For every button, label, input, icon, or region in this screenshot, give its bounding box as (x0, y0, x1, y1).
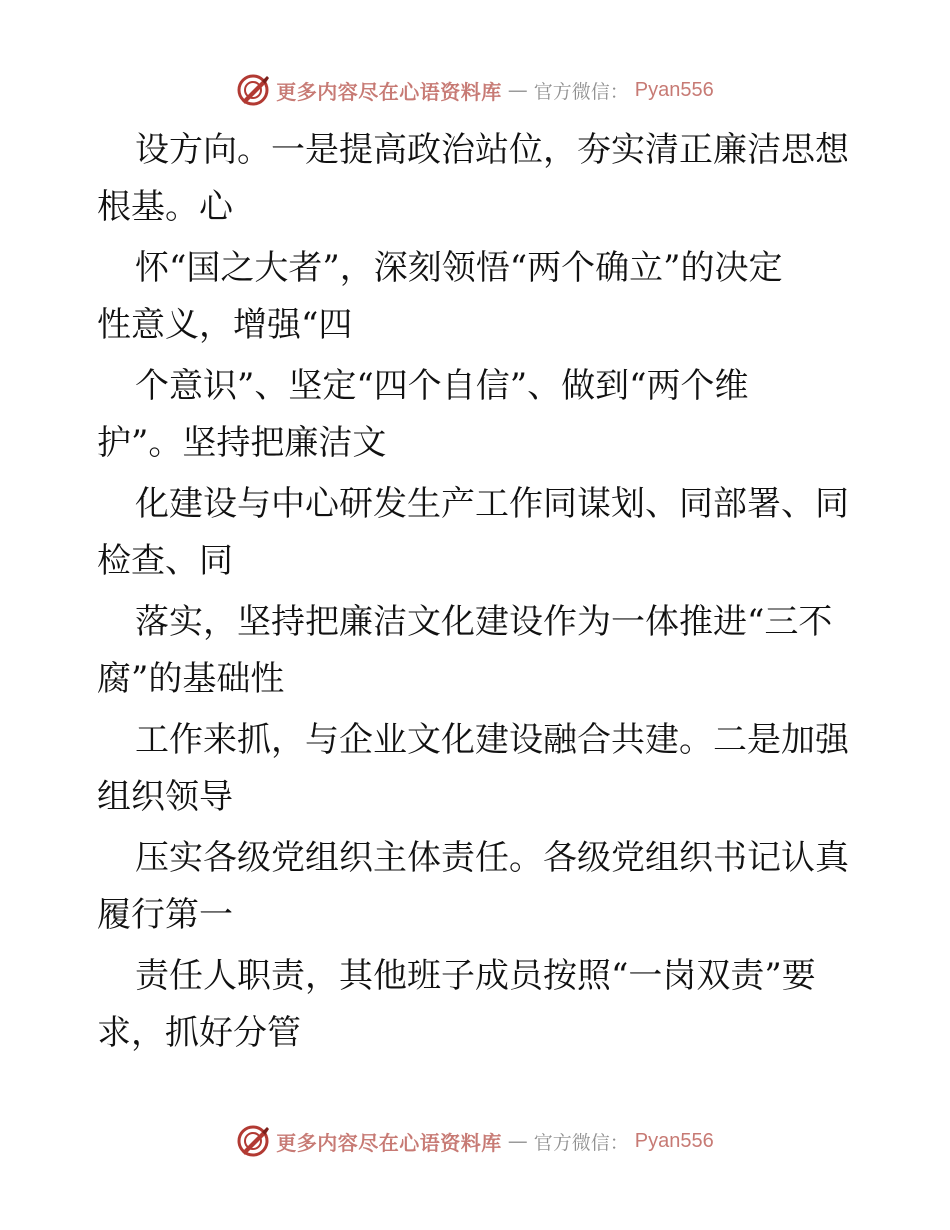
header-banner (0, 70, 950, 110)
paragraph-line: 个意识”、坚定“四个自信”、做到“两个维 (135, 366, 749, 406)
banner-wechat-id: Pyan556 (634, 78, 714, 101)
paragraph-line: 设方向。一是提高政治站位，夯实清正廉洁思想 (135, 130, 849, 170)
paragraph-line: 求，抓好分管 (97, 1013, 301, 1053)
paragraph (97, 712, 857, 826)
banner-title: 更多内容尽在心语资料库 (276, 79, 502, 104)
pen-logo-icon (236, 1124, 270, 1158)
paragraph (97, 948, 857, 1062)
footer-banner (0, 1121, 950, 1161)
paragraph-line: 护”。坚持把廉洁文 (97, 423, 387, 463)
paragraph (97, 358, 857, 472)
paragraph-line: 落实，坚持把廉洁文化建设作为一体推进“三不 (135, 602, 833, 642)
document-body (97, 122, 857, 1066)
paragraph (97, 476, 857, 590)
banner-wechat-label: 官方微信： (533, 1131, 629, 1154)
paragraph-line: 检查、同 (97, 541, 233, 581)
banner-wechat-id: Pyan556 (634, 1129, 714, 1152)
pen-logo-icon (236, 73, 270, 107)
banner-dash: — (507, 1129, 528, 1153)
paragraph (97, 240, 857, 354)
paragraph (97, 594, 857, 708)
banner-wechat-label: 官方微信： (533, 80, 629, 103)
banner-title: 更多内容尽在心语资料库 (276, 1130, 502, 1155)
paragraph-line: 化建设与中心研发生产工作同谋划、同部署、同 (135, 484, 849, 524)
paragraph-line: 腐”的基础性 (97, 659, 285, 699)
paragraph-line: 怀“国之大者”，深刻领悟“两个确立”的决定 (135, 248, 783, 288)
paragraph (97, 122, 857, 236)
paragraph-line: 根基。心 (97, 187, 233, 227)
paragraph-line: 工作来抓，与企业文化建设融合共建。二是加强 (135, 720, 849, 760)
paragraph (97, 830, 857, 944)
paragraph-line: 履行第一 (97, 895, 233, 935)
banner-dash: — (507, 78, 528, 102)
paragraph-line: 组织领导 (97, 777, 233, 817)
paragraph-line: 性意义，增强“四 (97, 305, 353, 345)
paragraph-line: 压实各级党组织主体责任。各级党组织书记认真 (135, 838, 849, 878)
paragraph-line: 责任人职责，其他班子成员按照“一岗双责”要 (135, 956, 816, 996)
